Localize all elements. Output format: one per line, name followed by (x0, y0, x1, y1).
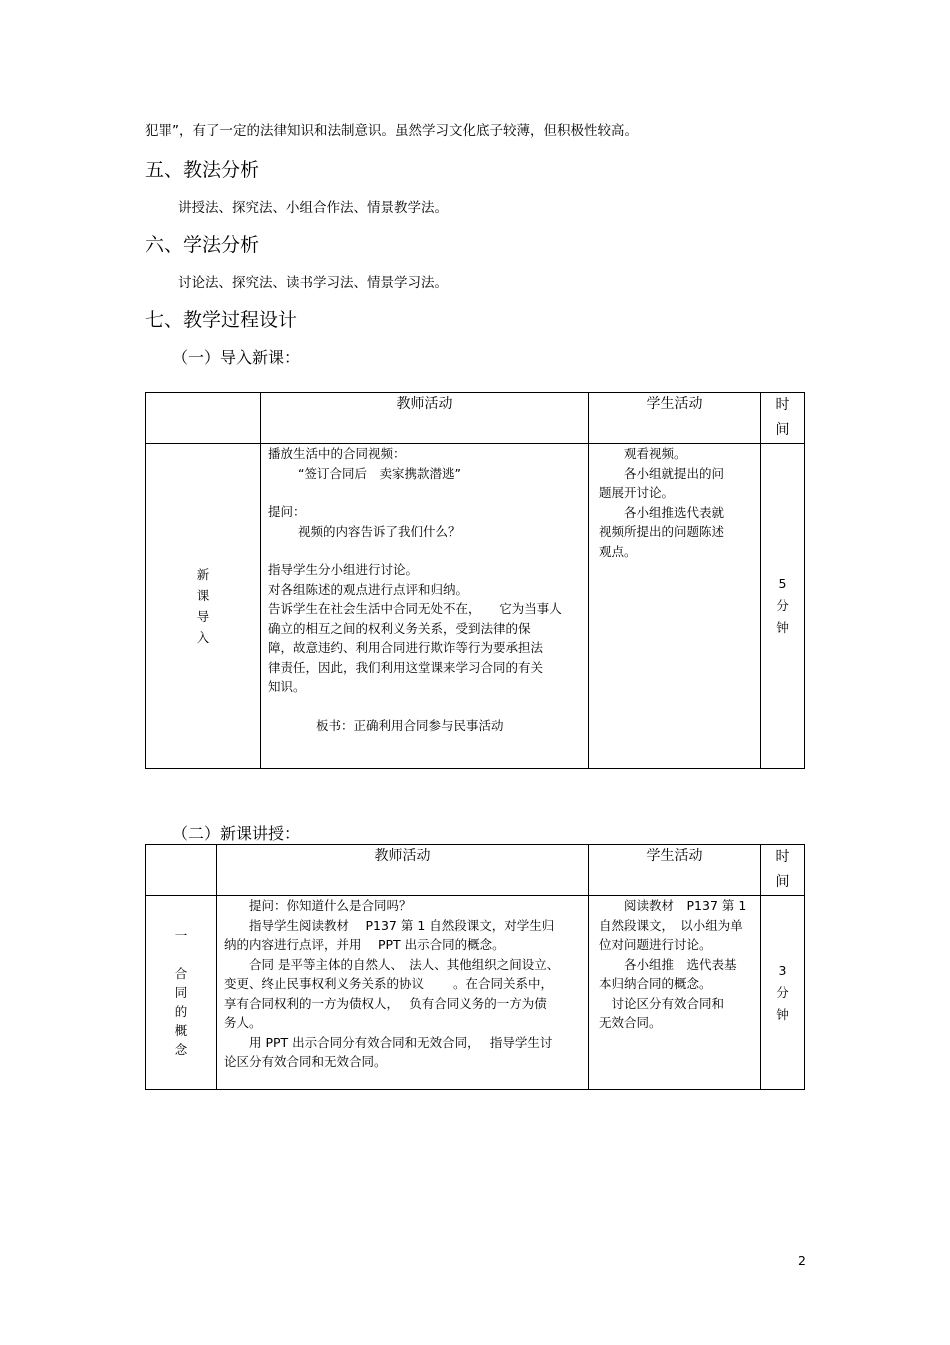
stage-char: 课 (196, 588, 210, 603)
time-unit-char: 分 (776, 984, 789, 1000)
teacher-line: 对各组陈述的观点进行点评和归纳。 (268, 581, 469, 597)
time-value: 3 (778, 962, 787, 978)
stage-char: 同 (174, 985, 188, 1000)
section-6-title: 六、学法分析 (145, 234, 260, 256)
teacher-line: 告诉学生在社会生活中合同无处不在， 它为当事人 (268, 601, 562, 616)
stage-char: 的 (174, 1004, 188, 1019)
stage-char: 新 (196, 567, 210, 582)
time-header-char-1: 时 (775, 397, 790, 413)
new-lesson-table (145, 844, 805, 1090)
teacher-activity-cell (217, 896, 589, 1090)
stage-cell (146, 444, 261, 769)
student-line: 阅读教材 P137 第 1 (624, 898, 747, 913)
table-row (146, 896, 805, 1090)
student-activity-header: 学生活动 (589, 393, 761, 444)
teacher-line: 务人。 (224, 1015, 262, 1030)
stage-header (146, 845, 217, 896)
stage-header (146, 393, 261, 444)
teacher-line: 障，故意违约、利用合同进行欺诈等行为要承担法 (268, 640, 544, 655)
student-line: 无效合同。 (599, 1015, 662, 1030)
student-line: 观看视频。 (624, 446, 687, 461)
intro-text: 犯罪”，有了一定的法律知识和法制意识。虽然学习文化底子较薄，但积极性较高。 (145, 123, 638, 139)
student-line: 自然段课文， 以小组为单 (599, 917, 743, 933)
time-unit-char: 钟 (776, 1006, 789, 1022)
time-header (761, 845, 805, 896)
student-line: 视频所提出的问题陈述 (599, 524, 725, 539)
teacher-line: 指导学生分小组进行讨论。 (268, 562, 419, 577)
student-line: 各小组推选代表就 (624, 504, 725, 520)
stage-cell (146, 896, 217, 1090)
teacher-line: 确立的相互之间的权利义务关系，受到法律的保 (268, 620, 531, 636)
table-row (146, 444, 805, 769)
stage-char: 一 (174, 928, 188, 943)
student-activity-header: 学生活动 (589, 845, 761, 896)
blackboard-line: 板书：正确利用合同参与民事活动 (316, 717, 504, 733)
student-line: 位对问题进行讨论。 (599, 937, 712, 952)
time-cell (761, 896, 805, 1090)
teacher-activity-cell (261, 444, 589, 769)
stage-char: 导 (196, 609, 210, 624)
student-line: 题展开讨论。 (599, 485, 675, 500)
section-7-title: 七、教学过程设计 (145, 309, 298, 331)
table-header-row (146, 845, 805, 896)
teacher-activity-header: 教师活动 (217, 845, 589, 896)
teacher-line: 享有合同权利的一方为债权人， 负有合同义务的一方为债 (224, 995, 547, 1011)
blank-line (268, 697, 582, 716)
student-activity-cell (589, 896, 761, 1090)
teacher-line: 视频的内容告诉了我们什么？ (298, 523, 461, 539)
teacher-activity-header: 教师活动 (261, 393, 589, 444)
teacher-line: 论区分有效合同和无效合同。 (224, 1054, 387, 1069)
teacher-line: 提问：你知道什么是合同吗？ (249, 898, 412, 913)
teacher-line: 播放生活中的合同视频： (268, 446, 406, 461)
blank-line (268, 541, 582, 560)
section-5-title: 五、教法分析 (145, 159, 260, 181)
stage-gap (146, 945, 216, 964)
time-header-char-2: 间 (775, 874, 790, 890)
blank-line (268, 483, 582, 502)
subsection-1-title: （一）导入新课： (172, 348, 301, 367)
teacher-line: “签订合同后 卖家携款潜逃” (298, 465, 461, 481)
student-line: 各小组推 选代表基 (624, 956, 737, 972)
time-header (761, 393, 805, 444)
time-unit-char: 钟 (776, 620, 789, 635)
student-line: 观点。 (599, 543, 637, 559)
teacher-line: 纳的内容进行点评，并用 PPT 出示合同的概念。 (224, 937, 505, 952)
teacher-line: 变更、终止民事权利义务关系的协议 。在合同关系中， (224, 976, 553, 991)
student-line: 本归纳合同的概念。 (599, 976, 712, 991)
section-5-text: 讲授法、探究法、小组合作法、情景教学法。 (178, 200, 448, 216)
teacher-line: 用 PPT 出示合同分有效合同和无效合同， 指导学生讨 (249, 1034, 553, 1050)
section-6-text: 讨论法、探究法、读书学习法、情景学习法。 (178, 275, 448, 291)
time-value: 5 (778, 576, 787, 591)
student-activity-cell (589, 444, 761, 769)
time-header-char-1: 时 (775, 849, 790, 865)
table-header-row (146, 393, 805, 444)
subsection-2-title: （二）新课讲授： (172, 824, 301, 843)
student-line: 讨论区分有效合同和 (611, 995, 725, 1011)
lesson-intro-table (145, 392, 805, 769)
time-unit-char: 分 (776, 598, 789, 613)
teacher-line: 指导学生阅读教材 P137 第 1 自然段课文，对学生归 (249, 917, 555, 933)
teacher-line: 知识。 (268, 679, 306, 694)
stage-char: 概 (174, 1023, 188, 1038)
teacher-line: 合同 是平等主体的自然人、 法人、其他组织之间设立、 (249, 956, 560, 972)
stage-char: 入 (196, 630, 210, 645)
page-number: 2 (798, 1253, 806, 1268)
teacher-line: 律责任，因此，我们利用这堂课来学习合同的有关 (268, 659, 544, 675)
time-header-char-2: 间 (775, 422, 790, 438)
teacher-line: 提问： (268, 504, 306, 519)
time-cell (761, 444, 805, 769)
stage-char: 合 (174, 966, 188, 981)
student-line: 各小组就提出的问 (624, 465, 725, 481)
stage-char: 念 (174, 1042, 188, 1057)
